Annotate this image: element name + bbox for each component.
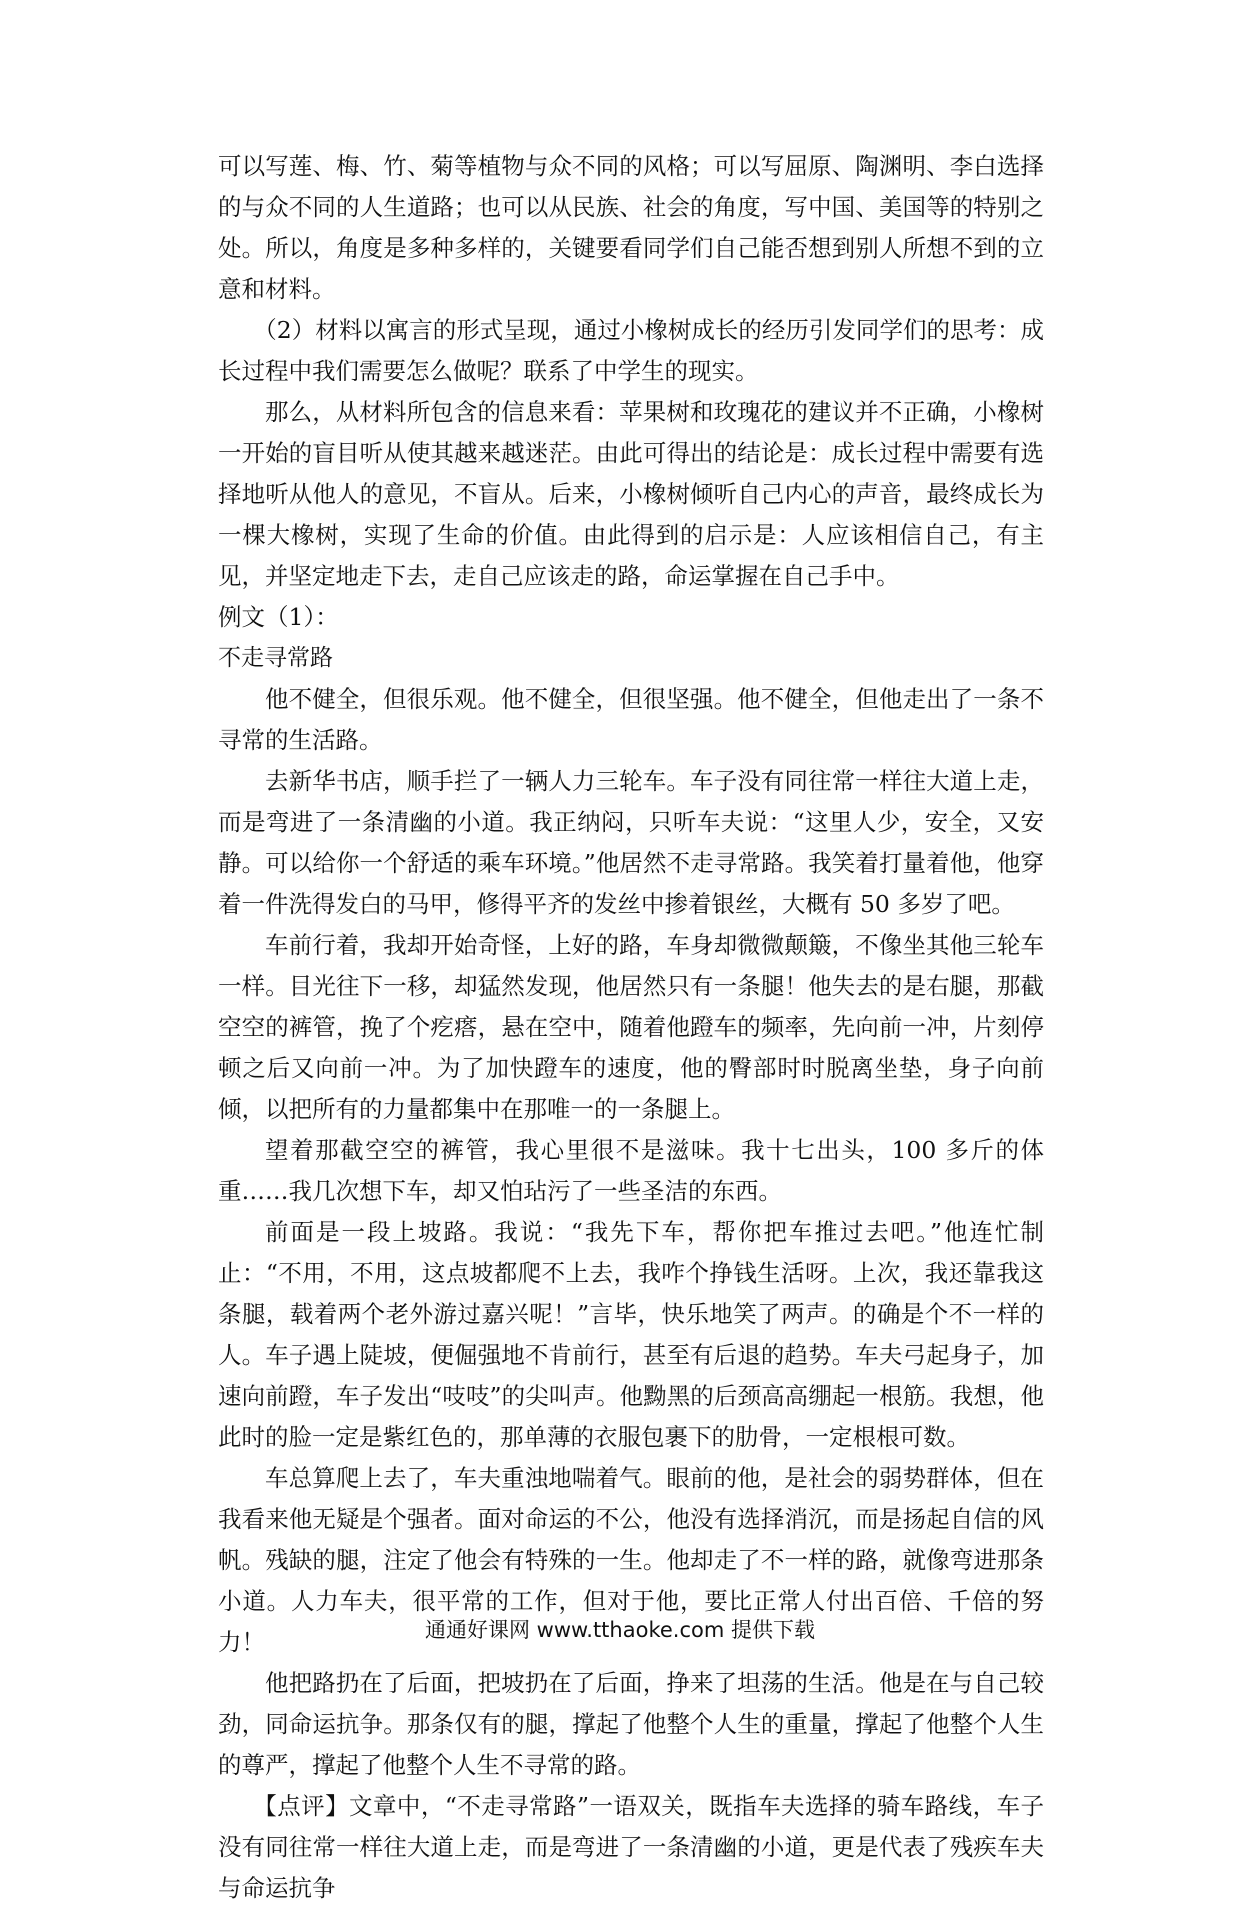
paragraph-continued: 可以写莲、梅、竹、菊等植物与众不同的风格；可以写屈原、陶渊明、李白选择的与众不同的人生道路；也可以从民族、社会的角度，写中国、美国等的特别之处。所以，角度是多种多样的，关键要看同学们自己能否想到别人所想不到的立意和材料。 xyxy=(218,152,1044,303)
paragraph-analysis-2: （2）材料以寓言的形式呈现，通过小橡树成长的经历引发同学们的思考：成长过程中我们需要怎么做呢？联系了中学生的现实。 xyxy=(218,316,1044,385)
essay-paragraph: 前面是一段上坡路。我说：“我先下车，帮你把车推过去吧。”他连忙制止：“不用，不用，这点坡都爬不上去，我咋个挣钱生活呀。上次，我还靠我这条腿，载着两个老外游过嘉兴呢！”言毕，快乐地笑了两声。的确是个不一样的人。车子遇上陡坡，便倔强地不肯前行，甚至有后退的趋势。车夫弓起身子，加速向前蹬，车子发出“吱吱”的尖叫声。他黝黑的后颈高高绷起一根筋。我想，他此时的脸一定是紫红色的，那单薄的衣服包裹下的肋骨，一定根根可数。 xyxy=(218,1218,1044,1451)
essay-paragraph: 车总算爬上去了，车夫重浊地喘着气。眼前的他，是社会的弱势群体，但在我看来他无疑是个强者。面对命运的不公，他没有选择消沉，而是扬起自信的风帆。残缺的腿，注定了他会有特殊的一生。他却走了不一样的路，就像弯进那条小道。人力车夫，很平常的工作，但对于他，要比正常人付出百倍、千倍的努力！ xyxy=(218,1464,1044,1656)
essay-title: 不走寻常路 xyxy=(218,645,333,671)
essay-comment: 【点评】文章中，“不走寻常路”一语双关，既指车夫选择的骑车路线，车子没有同往常一样往大道上走，而是弯进了一条清幽的小道，更是代表了残疾车夫与命运抗争 xyxy=(218,1792,1044,1902)
essay-paragraph: 车前行着，我却开始奇怪，上好的路，车身却微微颠簸，不像坐其他三轮车一样。目光往下一移，却猛然发现，他居然只有一条腿！他失去的是右腿，那截空空的裤管，挽了个疙瘩，悬在空中，随着他蹬车的频率，先向前一冲，片刻停顿之后又向前一冲。为了加快蹬车的速度，他的臀部时时脱离坐垫，身子向前倾，以把所有的力量都集中在那唯一的一条腿上。 xyxy=(218,931,1044,1123)
paragraph-conclusion: 那么，从材料所包含的信息来看：苹果树和玫瑰花的建议并不正确，小橡树一开始的盲目听从使其越来越迷茫。由此可得出的结论是：成长过程中需要有选择地听从他人的意见，不盲从。后来，小橡树倾听自己内心的声音，最终成长为一棵大橡树，实现了生命的价值。由此得到的启示是：人应该相信自己，有主见，并坚定地走下去，走自己应该走的路，命运掌握在自己手中。 xyxy=(218,398,1044,590)
essay-paragraph: 去新华书店，顺手拦了一辆人力三轮车。车子没有同往常一样往大道上走，而是弯进了一条清幽的小道。我正纳闷，只听车夫说：“这里人少，安全，又安静。可以给你一个舒适的乘车环境。”他居然不走寻常路。我笑着打量着他，他穿着一件洗得发白的马甲，修得平齐的发丝中掺着银丝，大概有 50 多岁了吧。 xyxy=(218,767,1044,918)
essay-paragraph: 他不健全，但很乐观。他不健全，但很坚强。他不健全，但他走出了一条不寻常的生活路。 xyxy=(218,685,1044,754)
essay-paragraph: 望着那截空空的裤管，我心里很不是滋味。我十七出头，100 多斤的体重……我几次想下车，却又怕玷污了一些圣洁的东西。 xyxy=(218,1136,1044,1205)
page-footer: 通通好课网 www.tthaoke.com 提供下载 xyxy=(425,1618,815,1642)
essay-paragraph: 他把路扔在了后面，把坡扔在了后面，挣来了坦荡的生活。他是在与自己较劲，同命运抗争。那条仅有的腿，撑起了他整个人生的重量，撑起了他整个人生的尊严，撑起了他整个人生不寻常的路。 xyxy=(218,1669,1044,1779)
document-body xyxy=(218,146,1044,1909)
example-label: 例文（1）： xyxy=(218,603,339,631)
